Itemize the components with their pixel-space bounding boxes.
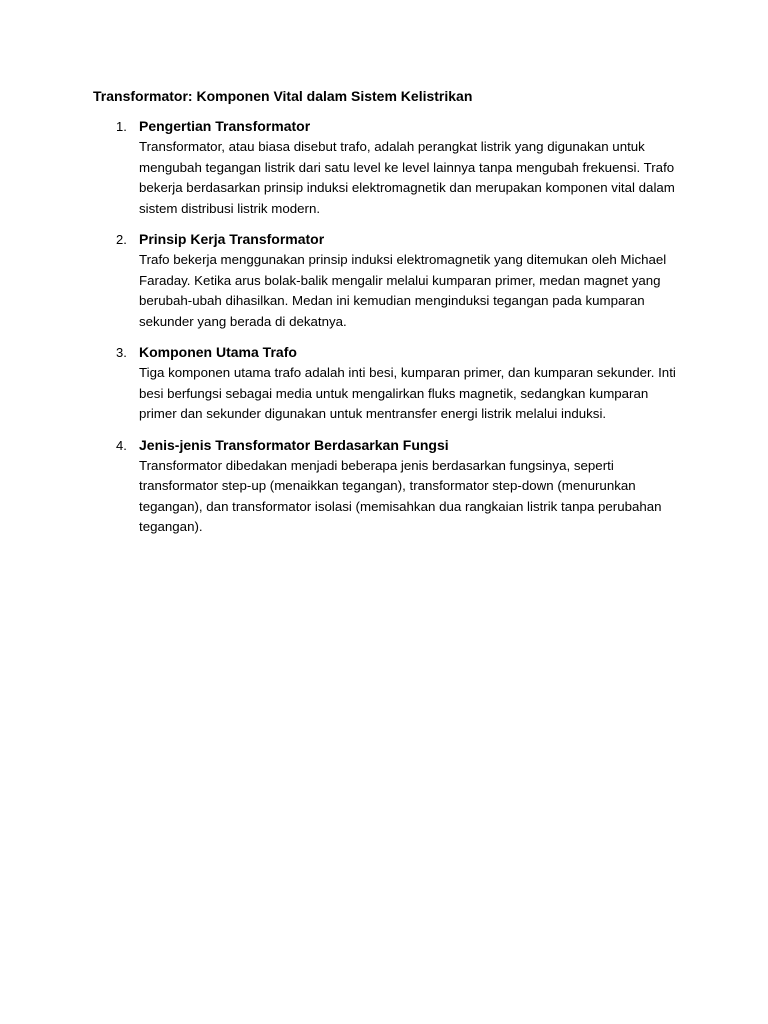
numbered-list [0, 116, 768, 548]
section-heading: Pengertian Transformator [139, 118, 311, 134]
list-item-body [139, 342, 679, 425]
list-item-body [139, 435, 679, 538]
section-heading: Komponen Utama Trafo [139, 344, 297, 360]
document-title: Transformator: Komponen Vital dalam Sistem Kelistrikan [93, 88, 473, 104]
section-heading: Jenis-jenis Transformator Berdasarkan Fungsi [139, 436, 449, 453]
list-item [0, 229, 768, 332]
list-item-body [139, 116, 679, 219]
section-paragraph: Transformator dibedakan menjadi beberapa jenis berdasarkan fungsinya, seperti transformator step-up (menaikkan tegangan), transformator step-down (menurunkan tegangan), dan transformator isolasi (memisahkan dua rangkaian listrik tanpa perubahan tegangan). [139, 457, 662, 534]
list-number: 4. [116, 437, 127, 453]
section-paragraph: Tiga komponen utama trafo adalah inti besi, kumparan primer, dan kumparan sekunder. Inti besi berfungsi sebagai media untuk mengalirkan fluks magnetik, sedangkan kumparan primer dan sekunder digunakan untuk mentransfer energi listrik melalui induksi. [139, 365, 676, 421]
list-item-body [139, 229, 679, 332]
list-item [0, 342, 768, 425]
section-heading: Prinsip Kerja Transformator [139, 231, 325, 247]
section-paragraph: Transformator, atau biasa disebut trafo, adalah perangkat listrik yang digunakan untuk mengubah tegangan listrik dari satu level ke level lainnya tanpa mengubah frekuensi. Trafo bekerja berdasarkan prinsip induksi elektromagnetik dan merupakan komponen vital dalam sistem distribusi listrik modern. [139, 139, 675, 216]
list-number: 1. [116, 119, 127, 134]
list-item [0, 435, 768, 538]
section-paragraph: Trafo bekerja menggunakan prinsip induksi elektromagnetik yang ditemukan oleh Michael Faraday. Ketika arus bolak-balik mengalir melalui kumparan primer, medan magnet yang berubah-ubah dihasilkan. Medan ini kemudian menginduksi tegangan pada kumparan sekunder yang berada di dekatnya. [139, 252, 667, 329]
list-number: 2. [116, 232, 127, 247]
list-number: 3. [116, 345, 127, 360]
list-item [0, 116, 768, 219]
